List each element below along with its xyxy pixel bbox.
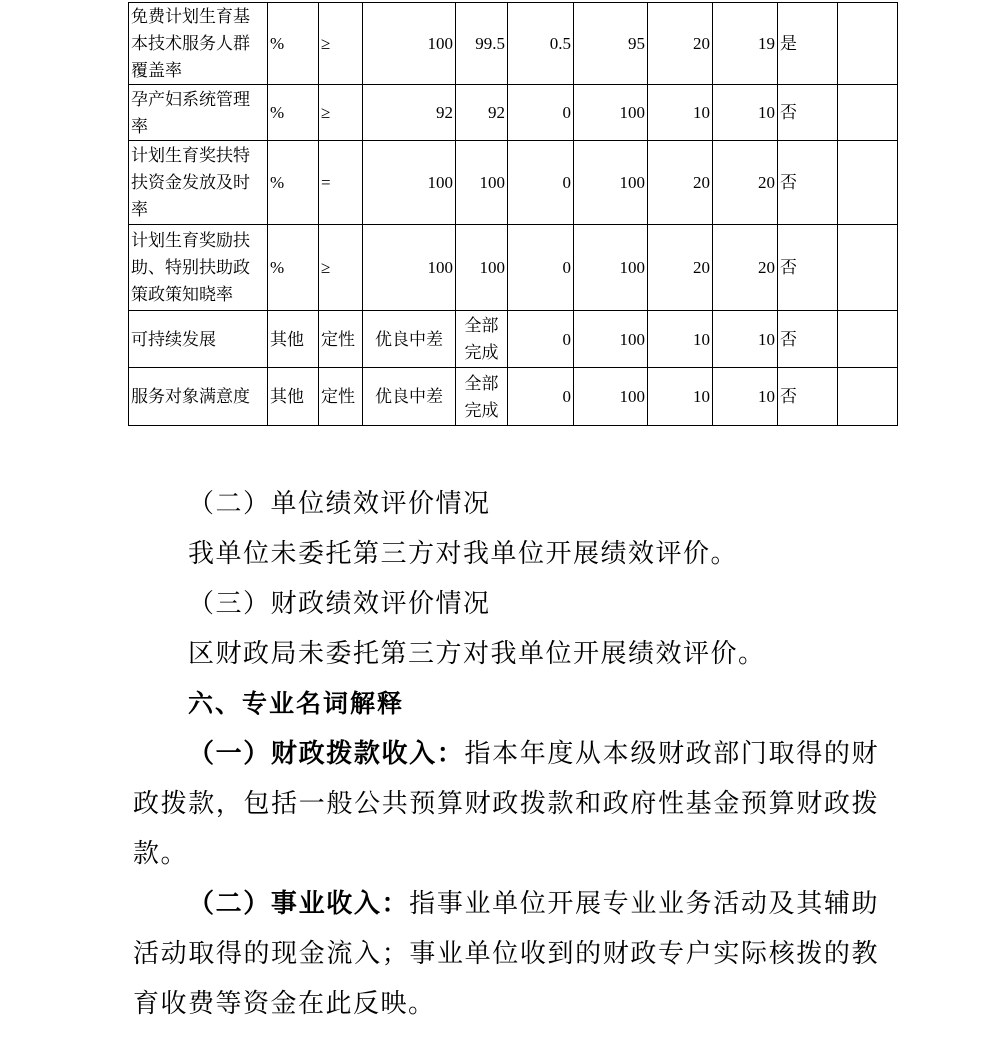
rate-cell: 100 xyxy=(574,225,648,311)
flag-cell: 否 xyxy=(778,311,838,368)
paragraph-term-fiscal-appropriation xyxy=(133,729,879,879)
rate-cell: 100 xyxy=(574,85,648,141)
score-cell: 20 xyxy=(713,141,778,225)
symbol-cell: = xyxy=(319,141,363,225)
table-row xyxy=(129,85,898,141)
table-row xyxy=(129,368,898,426)
paragraph-finance-evaluation: 区财政局未委托第三方对我单位开展绩效评价。 xyxy=(188,639,766,668)
rate-cell: 100 xyxy=(574,311,648,368)
table-row xyxy=(129,141,898,225)
unit-cell: 其他 xyxy=(268,368,319,426)
rate-cell: 100 xyxy=(574,141,648,225)
table-row xyxy=(129,3,898,85)
actual-value-cell: 100 xyxy=(456,225,508,311)
target-value-cell: 100 xyxy=(363,225,456,311)
weight-cell: 10 xyxy=(648,85,713,141)
target-value-cell: 优良中差 xyxy=(363,368,456,426)
weight-cell: 10 xyxy=(648,368,713,426)
rate-cell: 95 xyxy=(574,3,648,85)
paragraph-term-business-income xyxy=(133,879,879,1029)
rate-cell: 100 xyxy=(574,368,648,426)
note-cell xyxy=(838,85,898,141)
actual-value-cell: 100 xyxy=(456,141,508,225)
flag-cell: 否 xyxy=(778,368,838,426)
note-cell xyxy=(838,311,898,368)
deviation-cell: 0 xyxy=(508,311,574,368)
deviation-cell: 0 xyxy=(508,225,574,311)
unit-cell: % xyxy=(268,3,319,85)
paragraph-unit-evaluation: 我单位未委托第三方对我单位开展绩效评价。 xyxy=(188,539,739,568)
flag-cell: 否 xyxy=(778,141,838,225)
term-definition: 指事业单位开展专业业务活动及其辅助活动取得的现金流入；事业单位收到的财政专户实际核拨的教育收费等资金在此反映。 xyxy=(133,889,879,1018)
unit-cell: 其他 xyxy=(268,311,319,368)
unit-cell: % xyxy=(268,141,319,225)
actual-value-cell: 99.5 xyxy=(456,3,508,85)
document-page xyxy=(0,2,1000,1038)
weight-cell: 20 xyxy=(648,3,713,85)
target-value-cell: 92 xyxy=(363,85,456,141)
score-cell: 10 xyxy=(713,85,778,141)
note-cell xyxy=(838,141,898,225)
deviation-cell: 0 xyxy=(508,85,574,141)
symbol-cell: ≥ xyxy=(319,85,363,141)
flag-cell: 是 xyxy=(778,3,838,85)
flag-cell: 否 xyxy=(778,85,838,141)
note-cell xyxy=(838,368,898,426)
target-value-cell: 100 xyxy=(363,141,456,225)
deviation-cell: 0 xyxy=(508,368,574,426)
flag-cell: 否 xyxy=(778,225,838,311)
performance-indicator-table xyxy=(128,2,898,426)
unit-cell: % xyxy=(268,85,319,141)
indicator-name-cell: 计划生育奖扶特扶资金发放及时率 xyxy=(129,141,268,225)
target-value-cell: 100 xyxy=(363,3,456,85)
symbol-cell: 定性 xyxy=(319,311,363,368)
term-label: （一）财政拨款收入： xyxy=(188,739,465,768)
score-cell: 10 xyxy=(713,368,778,426)
unit-cell: % xyxy=(268,225,319,311)
term-definition: 指本年度从本级财政部门取得的财政拨款，包括一般公共预算财政拨款和政府性基金预算财政拨款。 xyxy=(133,739,879,868)
score-cell: 20 xyxy=(713,225,778,311)
section-heading-terms: 六、专业名词解释 xyxy=(188,690,405,718)
actual-value-cell: 全部完成 xyxy=(456,368,508,426)
table-row xyxy=(129,311,898,368)
weight-cell: 20 xyxy=(648,225,713,311)
symbol-cell: 定性 xyxy=(319,368,363,426)
weight-cell: 20 xyxy=(648,141,713,225)
weight-cell: 10 xyxy=(648,311,713,368)
note-cell xyxy=(838,3,898,85)
actual-value-cell: 92 xyxy=(456,85,508,141)
symbol-cell: ≥ xyxy=(319,225,363,311)
indicator-name-cell: 服务对象满意度 xyxy=(129,368,268,426)
deviation-cell: 0.5 xyxy=(508,3,574,85)
body-text xyxy=(133,479,879,1029)
term-label: （二）事业收入： xyxy=(188,889,410,918)
symbol-cell: ≥ xyxy=(319,3,363,85)
section-heading-finance-evaluation: （三）财政绩效评价情况 xyxy=(188,589,491,618)
deviation-cell: 0 xyxy=(508,141,574,225)
note-cell xyxy=(838,225,898,311)
indicator-name-cell: 孕产妇系统管理率 xyxy=(129,85,268,141)
table-row xyxy=(129,225,898,311)
section-heading-unit-evaluation: （二）单位绩效评价情况 xyxy=(188,489,491,518)
target-value-cell: 优良中差 xyxy=(363,311,456,368)
indicator-name-cell: 免费计划生育基本技术服务人群覆盖率 xyxy=(129,3,268,85)
score-cell: 10 xyxy=(713,311,778,368)
actual-value-cell: 全部完成 xyxy=(456,311,508,368)
indicator-name-cell: 可持续发展 xyxy=(129,311,268,368)
indicator-name-cell: 计划生育奖励扶助、特别扶助政策政策知晓率 xyxy=(129,225,268,311)
score-cell: 19 xyxy=(713,3,778,85)
